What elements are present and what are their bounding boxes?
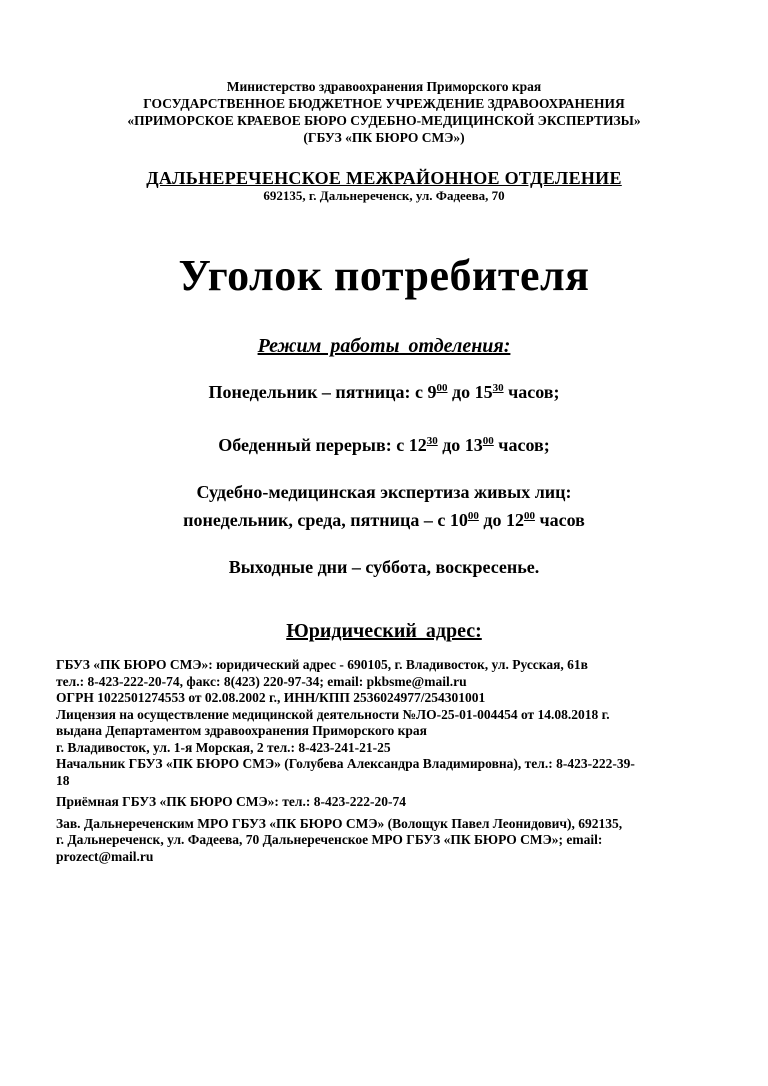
page-title: Уголок потребителя (178, 251, 590, 300)
weekdays-suffix: часов; (503, 382, 560, 402)
legal-line: Начальник ГБУЗ «ПК БЮРО СМЭ» (Голубева Александра Владимировна), тел.: 8-423-222-39- (56, 756, 635, 771)
legal-line: г. Владивосток, ул. 1-я Морская, 2 тел.: 8-423-241-21-25 (56, 739, 391, 755)
institution-line: ГОСУДАРСТВЕННОЕ БЮДЖЕТНОЕ УЧРЕЖДЕНИЕ ЗДРАВООХРАНЕНИЯ (143, 96, 625, 111)
schedule-heading: Режим работы отделения: (257, 335, 511, 357)
bureau-line: «ПРИМОРСКОЕ КРАЕВОЕ БЮРО СУДЕБНО-МЕДИЦИНСКОЙ ЭКСПЕРТИЗЫ» (127, 113, 641, 128)
ministry-line: Министерство здравоохранения Приморского края (226, 79, 542, 94)
exam-suffix: часов (534, 510, 585, 530)
exam-title: Судебно-медицинская экспертиза живых лиц: (196, 482, 572, 502)
department-address: 692135, г. Дальнереченск, ул. Фадеева, 70 (263, 188, 505, 203)
weekdays-to-text: до 15 (447, 382, 493, 402)
head-line: prozect@mail.ru (56, 848, 154, 864)
legal-line: 18 (56, 772, 70, 788)
lunch-end-minutes: 00 (482, 435, 494, 447)
department-block (0, 168, 768, 204)
weekdays-text: Понедельник – пятница: с 9 (208, 382, 437, 402)
legal-address-heading: Юридический адрес: (286, 620, 482, 642)
exam-end-minutes: 00 (523, 510, 535, 522)
legal-line: выдана Департаментом здравоохранения Приморского края (56, 723, 427, 738)
weekdays-end-minutes: 30 (492, 382, 504, 394)
legal-line: ГБУЗ «ПК БЮРО СМЭ»: юридический адрес - 690105, г. Владивосток, ул. Русская, 61в (56, 657, 588, 672)
department-name: ДАЛЬНЕРЕЧЕНСКОЕ МЕЖРАЙОННОЕ ОТДЕЛЕНИЕ (146, 168, 622, 188)
bureau-abbrev-line: (ГБУЗ «ПК БЮРО СМЭ») (303, 130, 465, 145)
legal-line: Лицензия на осуществление медицинской деятельности №ЛО-25-01-004454 от 14.08.2018 г. (56, 706, 610, 722)
legal-details (56, 657, 746, 865)
head-line: г. Дальнереченск, ул. Фадеева, 70 Дальнереченское МРО ГБУЗ «ПК БЮРО СМЭ»; email: (56, 832, 603, 847)
exam-to-text: до 12 (478, 510, 524, 530)
lunch-hours (0, 429, 768, 457)
weekend-days: Выходные дни – суббота, воскресенье. (228, 557, 540, 577)
weekdays-start-minutes: 00 (436, 382, 448, 394)
schedule-section (0, 335, 768, 579)
lunch-start-minutes: 30 (426, 435, 438, 447)
exam-start-minutes: 00 (467, 510, 479, 522)
legal-line: ОГРН 1022501274553 от 02.08.2002 г., ИНН/КПП 2536024977/254301001 (56, 690, 486, 705)
head-line: Зав. Дальнереченским МРО ГБУЗ «ПК БЮРО СМЭ» (Волощук Павел Леонидович), 692135, (56, 815, 623, 831)
legal-line: тел.: 8-423-222-20-74, факс: 8(423) 220-97-34; email: pkbsme@mail.ru (56, 673, 467, 689)
lunch-to-text: до 13 (437, 435, 483, 455)
reception-line: Приёмная ГБУЗ «ПК БЮРО СМЭ»: тел.: 8-423-222-20-74 (56, 794, 406, 809)
lunch-text: Обеденный перерыв: с 12 (218, 435, 427, 455)
organization-header (0, 78, 768, 146)
weekdays-hours (0, 376, 768, 404)
lunch-suffix: часов; (493, 435, 550, 455)
exam-hours (0, 504, 768, 532)
exam-text: понедельник, среда, пятница – с 10 (183, 510, 468, 530)
